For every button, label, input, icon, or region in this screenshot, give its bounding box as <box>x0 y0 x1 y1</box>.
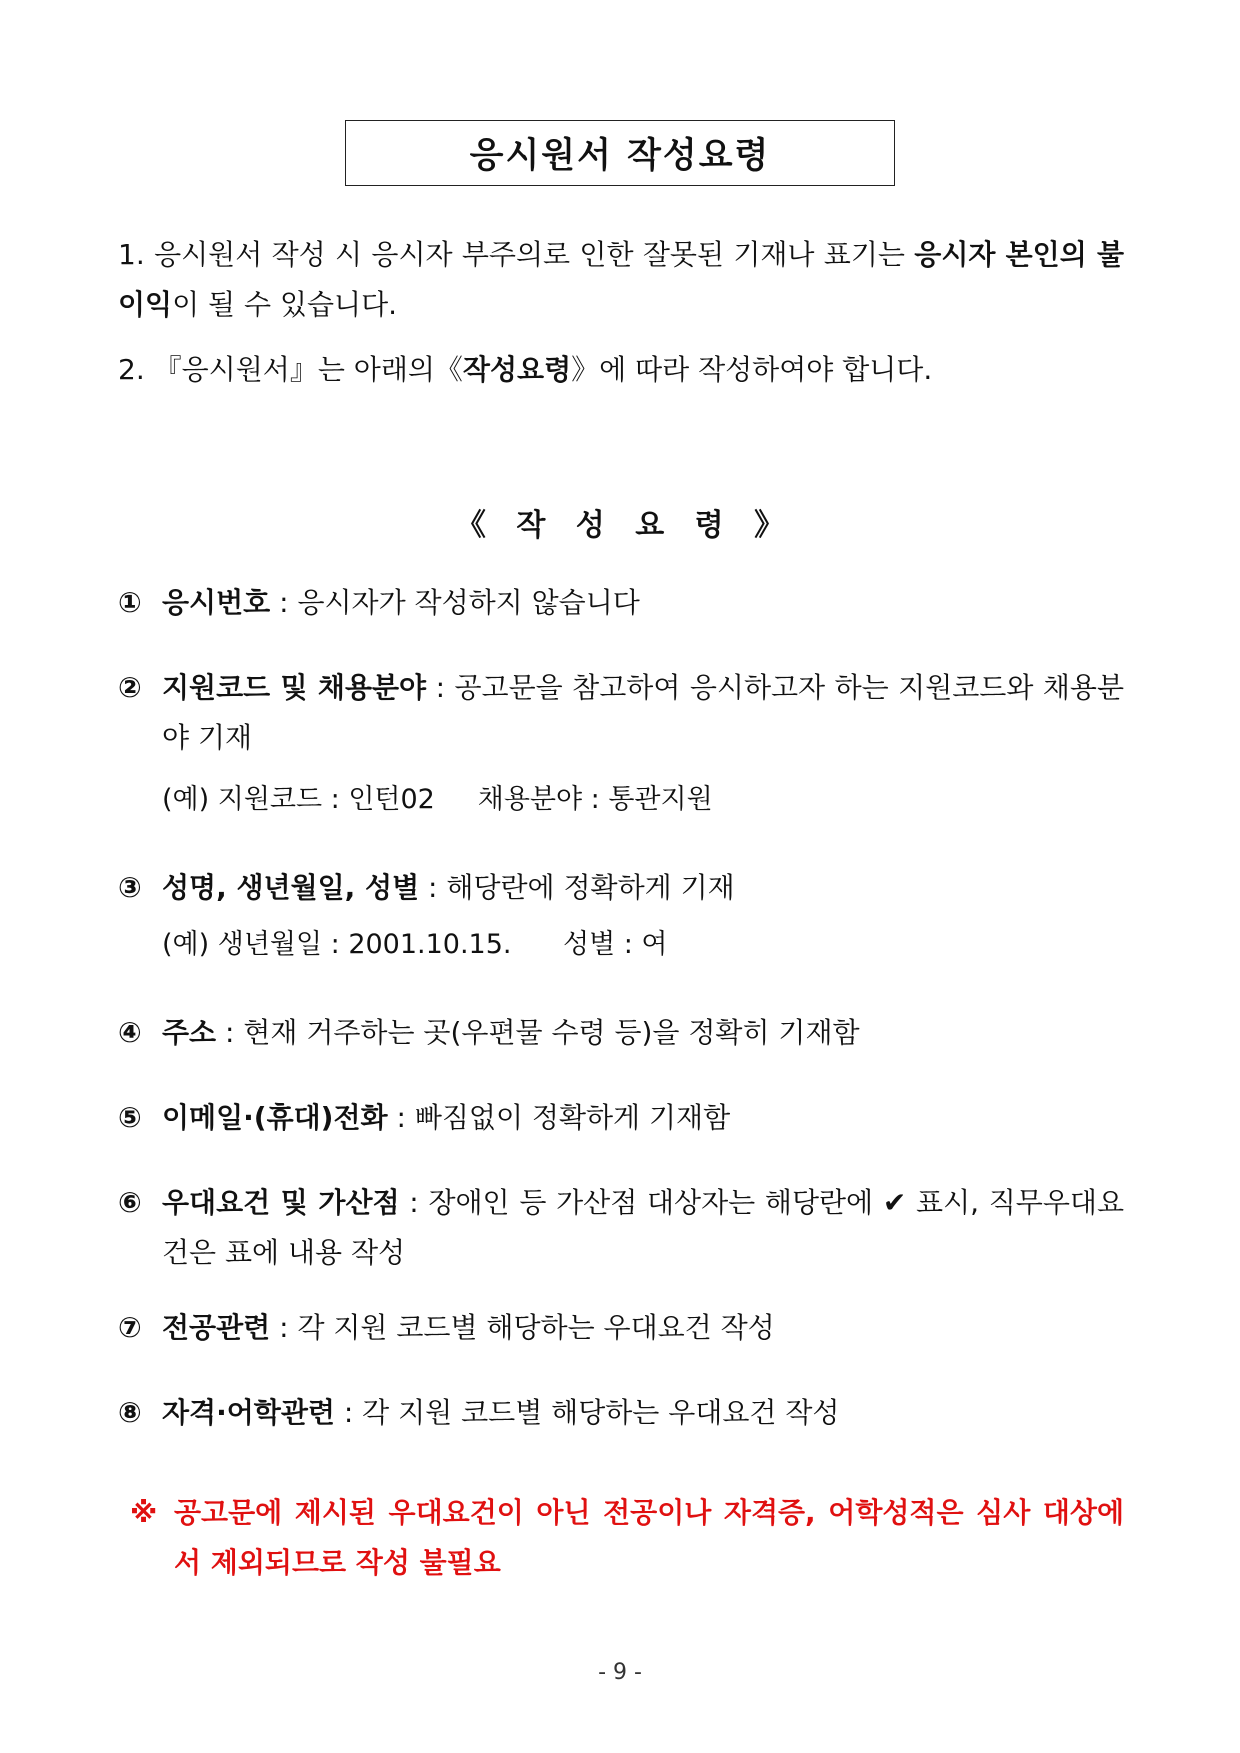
list-item <box>118 578 1124 628</box>
item-separator: : <box>387 1101 415 1134</box>
example-line: (예) 생년월일 : 2001.10.15. 성별 : 여 <box>162 929 668 960</box>
reference-mark-icon: ※ <box>130 1496 158 1529</box>
item-description-tail: 표시, 직무우대요건은 표에 내용 작성 <box>162 1186 1124 1269</box>
item-number: ④ <box>118 1016 142 1049</box>
item-label: 성명, 생년월일, 성별 <box>162 871 420 904</box>
item-label: 자격·어학관련 <box>162 1396 335 1429</box>
intro-paragraph-2 <box>118 345 1124 395</box>
list-item <box>118 1388 1124 1438</box>
list-item <box>118 663 1124 763</box>
item-number: ⑤ <box>118 1101 142 1134</box>
item-label: 전공관련 <box>162 1311 271 1344</box>
item-separator: : <box>216 1016 244 1049</box>
item-description: 공고문을 참고하여 응시하고자 하는 지원코드와 채용분야 기재 <box>162 671 1125 754</box>
intro-text: 응시원서 작성 시 응시자 부주의로 인한 잘못된 기재나 표기는 <box>154 238 915 271</box>
notice-text: 공고문에 제시된 우대요건이 아닌 전공이나 자격증, 어학성적은 심사 대상에서 제외되므로 작성 불필요 <box>174 1496 1124 1579</box>
notice <box>130 1488 1124 1588</box>
item-description: 빠짐없이 정확하게 기재함 <box>414 1101 731 1134</box>
item-description: 현재 거주하는 곳(우편물 수령 등)을 정확히 기재함 <box>243 1016 860 1049</box>
intro-text-tail: 》에 따라 작성하여야 합니다. <box>571 353 933 386</box>
item-description: 장애인 등 가산점 대상자는 해당란에 <box>428 1186 883 1219</box>
item-separator: : <box>270 1311 298 1344</box>
intro-text-tail: 이 될 수 있습니다. <box>172 288 398 321</box>
item-number: ⑧ <box>118 1396 142 1429</box>
list-item <box>118 863 1124 913</box>
item-number: ① <box>118 586 142 619</box>
item-label: 응시번호 <box>162 586 271 619</box>
list-item <box>118 1178 1124 1278</box>
example-line: (예) 지원코드 : 인턴02 채용분야 : 통관지원 <box>162 784 713 815</box>
item-number: ⑥ <box>118 1186 142 1219</box>
document-title: 응시원서 작성요령 <box>345 120 895 186</box>
list-item <box>118 1008 1124 1058</box>
item-separator: : <box>426 671 455 704</box>
item-description: 응시자가 작성하지 않습니다 <box>297 586 640 619</box>
item-separator: : <box>419 871 447 904</box>
item-label: 이메일·(휴대)전화 <box>162 1101 388 1134</box>
intro-text: 『응시원서』는 아래의《 <box>153 353 463 386</box>
item-label: 주소 <box>162 1016 217 1049</box>
item-description: 각 지원 코드별 해당하는 우대요건 작성 <box>362 1396 840 1429</box>
item-separator: : <box>334 1396 363 1429</box>
checkmark-icon: ✔ <box>882 1186 907 1219</box>
intro-bold-text: 작성요령 <box>462 353 572 386</box>
item-separator: : <box>270 586 298 619</box>
item-number: ③ <box>118 871 142 904</box>
list-item <box>118 1303 1124 1353</box>
item-description: 각 지원 코드별 해당하는 우대요건 작성 <box>297 1311 775 1344</box>
section-subtitle: 《 작 성 요 령 》 <box>455 508 785 543</box>
item-label: 우대요건 및 가산점 <box>162 1186 400 1219</box>
intro-paragraph-1 <box>118 230 1124 330</box>
item-separator: : <box>399 1186 429 1219</box>
item-description: 해당란에 정확하게 기재 <box>446 871 735 904</box>
item-label: 지원코드 및 채용분야 <box>162 671 427 704</box>
intro-number: 1. <box>118 238 145 271</box>
list-item <box>118 1093 1124 1143</box>
intro-bold-text: 응시자 본인의 불이익 <box>118 238 1124 321</box>
page-number: - 9 - <box>598 1660 642 1685</box>
item-number: ⑦ <box>118 1311 142 1344</box>
intro-number: 2. <box>118 353 145 386</box>
item-number: ② <box>118 671 142 704</box>
